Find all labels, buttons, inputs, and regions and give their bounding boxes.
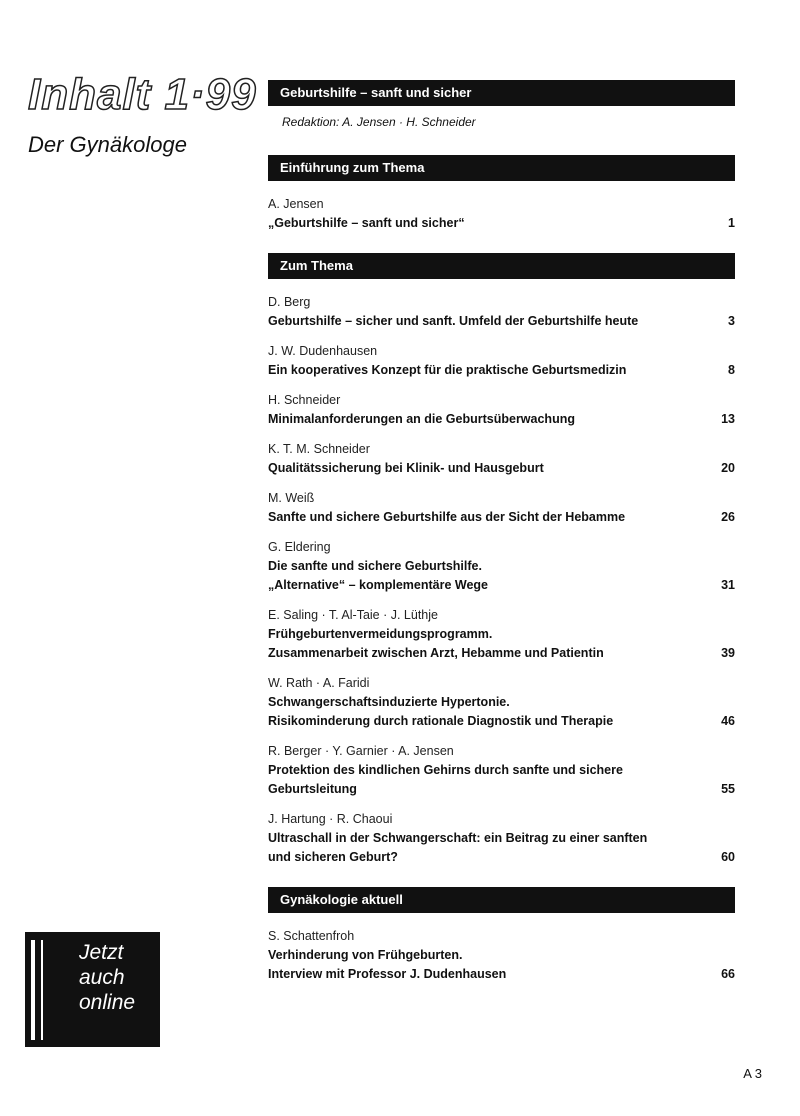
online-badge-text bbox=[79, 940, 135, 1015]
entry-title: Interview mit Professor J. Dudenhausen bbox=[268, 967, 507, 981]
toc-entry[interactable] bbox=[268, 927, 735, 984]
entry-page-number: 3 bbox=[728, 314, 735, 328]
entry-page-number: 46 bbox=[721, 714, 735, 728]
entry-page-number: 20 bbox=[721, 461, 735, 475]
toc-entry[interactable] bbox=[268, 674, 735, 731]
entry-authors: M. Weiß bbox=[268, 491, 315, 505]
toc-section bbox=[268, 155, 735, 233]
entry-title: Geburtshilfe – sicher und sanft. Umfeld der Geburtshilfe heute bbox=[268, 314, 639, 328]
toc-entry[interactable] bbox=[268, 538, 735, 595]
entry-page-number: 39 bbox=[721, 646, 735, 660]
entry-page-number: 13 bbox=[721, 412, 735, 426]
entry-title: Sanfte und sichere Geburtshilfe aus der Sicht der Hebamme bbox=[268, 510, 626, 524]
entry-authors: G. Eldering bbox=[268, 540, 331, 554]
toc-entry[interactable] bbox=[268, 810, 735, 867]
entry-page-number: 26 bbox=[721, 510, 735, 524]
entry-page-number: 31 bbox=[721, 578, 735, 592]
entry-title: „Geburtshilfe – sanft und sicher“ bbox=[268, 216, 465, 230]
toc-section bbox=[268, 887, 735, 984]
issue-title: Inhalt 1·99 bbox=[28, 70, 257, 119]
section-editors: Redaktion: A. Jensen · H. Schneider bbox=[282, 115, 476, 129]
toc-section bbox=[268, 80, 735, 129]
entry-title: Schwangerschaftsinduzierte Hypertonie. bbox=[268, 695, 510, 709]
entry-authors: W. Rath · A. Faridi bbox=[268, 676, 370, 690]
entry-page-number: 8 bbox=[728, 363, 735, 377]
entry-title: Geburtsleitung bbox=[268, 782, 357, 796]
entry-page-number: 60 bbox=[721, 850, 735, 864]
entry-title: Minimalanforderungen an die Geburtsüberwachung bbox=[268, 412, 575, 426]
section-header: Einführung zum Thema bbox=[268, 155, 735, 181]
entry-authors: A. Jensen bbox=[268, 197, 324, 211]
toc-entry[interactable] bbox=[268, 440, 735, 478]
entry-title: „Alternative“ – komplementäre Wege bbox=[268, 578, 488, 592]
entry-title: Die sanfte und sichere Geburtshilfe. bbox=[268, 559, 482, 573]
entry-authors: D. Berg bbox=[268, 295, 311, 309]
section-header: Gynäkologie aktuell bbox=[268, 887, 735, 913]
online-badge bbox=[25, 932, 160, 1047]
entry-authors: S. Schattenfroh bbox=[268, 929, 355, 943]
toc-entry[interactable] bbox=[268, 606, 735, 663]
entry-authors: R. Berger · Y. Garnier · A. Jensen bbox=[268, 744, 454, 758]
entry-authors: K. T. M. Schneider bbox=[268, 442, 370, 456]
entry-title: Zusammenarbeit zwischen Arzt, Hebamme und Patientin bbox=[268, 646, 604, 660]
entry-title: Ein kooperatives Konzept für die praktische Geburtsmedizin bbox=[268, 363, 627, 377]
entry-page-number: 1 bbox=[728, 216, 735, 230]
online-badge-line: auch bbox=[79, 966, 125, 989]
toc-entry[interactable] bbox=[268, 391, 735, 429]
entry-authors: E. Saling · T. Al-Taie · J. Lüthje bbox=[268, 608, 438, 622]
section-header: Zum Thema bbox=[268, 253, 735, 279]
entry-page-number: 66 bbox=[721, 967, 735, 981]
toc-entry[interactable] bbox=[268, 195, 735, 233]
entry-title: Qualitätssicherung bei Klinik- und Hausgeburt bbox=[268, 461, 544, 475]
page-folio: A 3 bbox=[743, 1066, 762, 1081]
toc-entry[interactable] bbox=[268, 742, 735, 799]
entry-title: Frühgeburtenvermeidungsprogramm. bbox=[268, 627, 493, 641]
entry-authors: J. Hartung · R. Chaoui bbox=[268, 812, 393, 826]
toc-section bbox=[268, 253, 735, 867]
table-of-contents bbox=[268, 80, 735, 1004]
toc-entry[interactable] bbox=[268, 342, 735, 380]
entry-title: und sicheren Geburt? bbox=[268, 850, 398, 864]
journal-name: Der Gynäkologe bbox=[28, 132, 187, 157]
section-header: Geburtshilfe – sanft und sicher bbox=[268, 80, 735, 106]
springer-logo-stripe bbox=[31, 940, 43, 1040]
entry-list bbox=[268, 195, 735, 233]
online-badge-line: Jetzt bbox=[79, 941, 124, 964]
entry-title: Protektion des kindlichen Gehirns durch sanfte und sichere bbox=[268, 763, 623, 777]
entry-list bbox=[268, 293, 735, 867]
online-badge-line: online bbox=[79, 991, 136, 1014]
entry-page-number: 55 bbox=[721, 782, 735, 796]
entry-title: Risikominderung durch rationale Diagnostik und Therapie bbox=[268, 714, 614, 728]
entry-title: Ultraschall in der Schwangerschaft: ein Beitrag zu einer sanften bbox=[268, 831, 648, 845]
entry-list bbox=[268, 927, 735, 984]
entry-authors: H. Schneider bbox=[268, 393, 341, 407]
toc-entry[interactable] bbox=[268, 293, 735, 331]
entry-title: Verhinderung von Frühgeburten. bbox=[268, 948, 463, 962]
entry-authors: J. W. Dudenhausen bbox=[268, 344, 378, 358]
toc-entry[interactable] bbox=[268, 489, 735, 527]
